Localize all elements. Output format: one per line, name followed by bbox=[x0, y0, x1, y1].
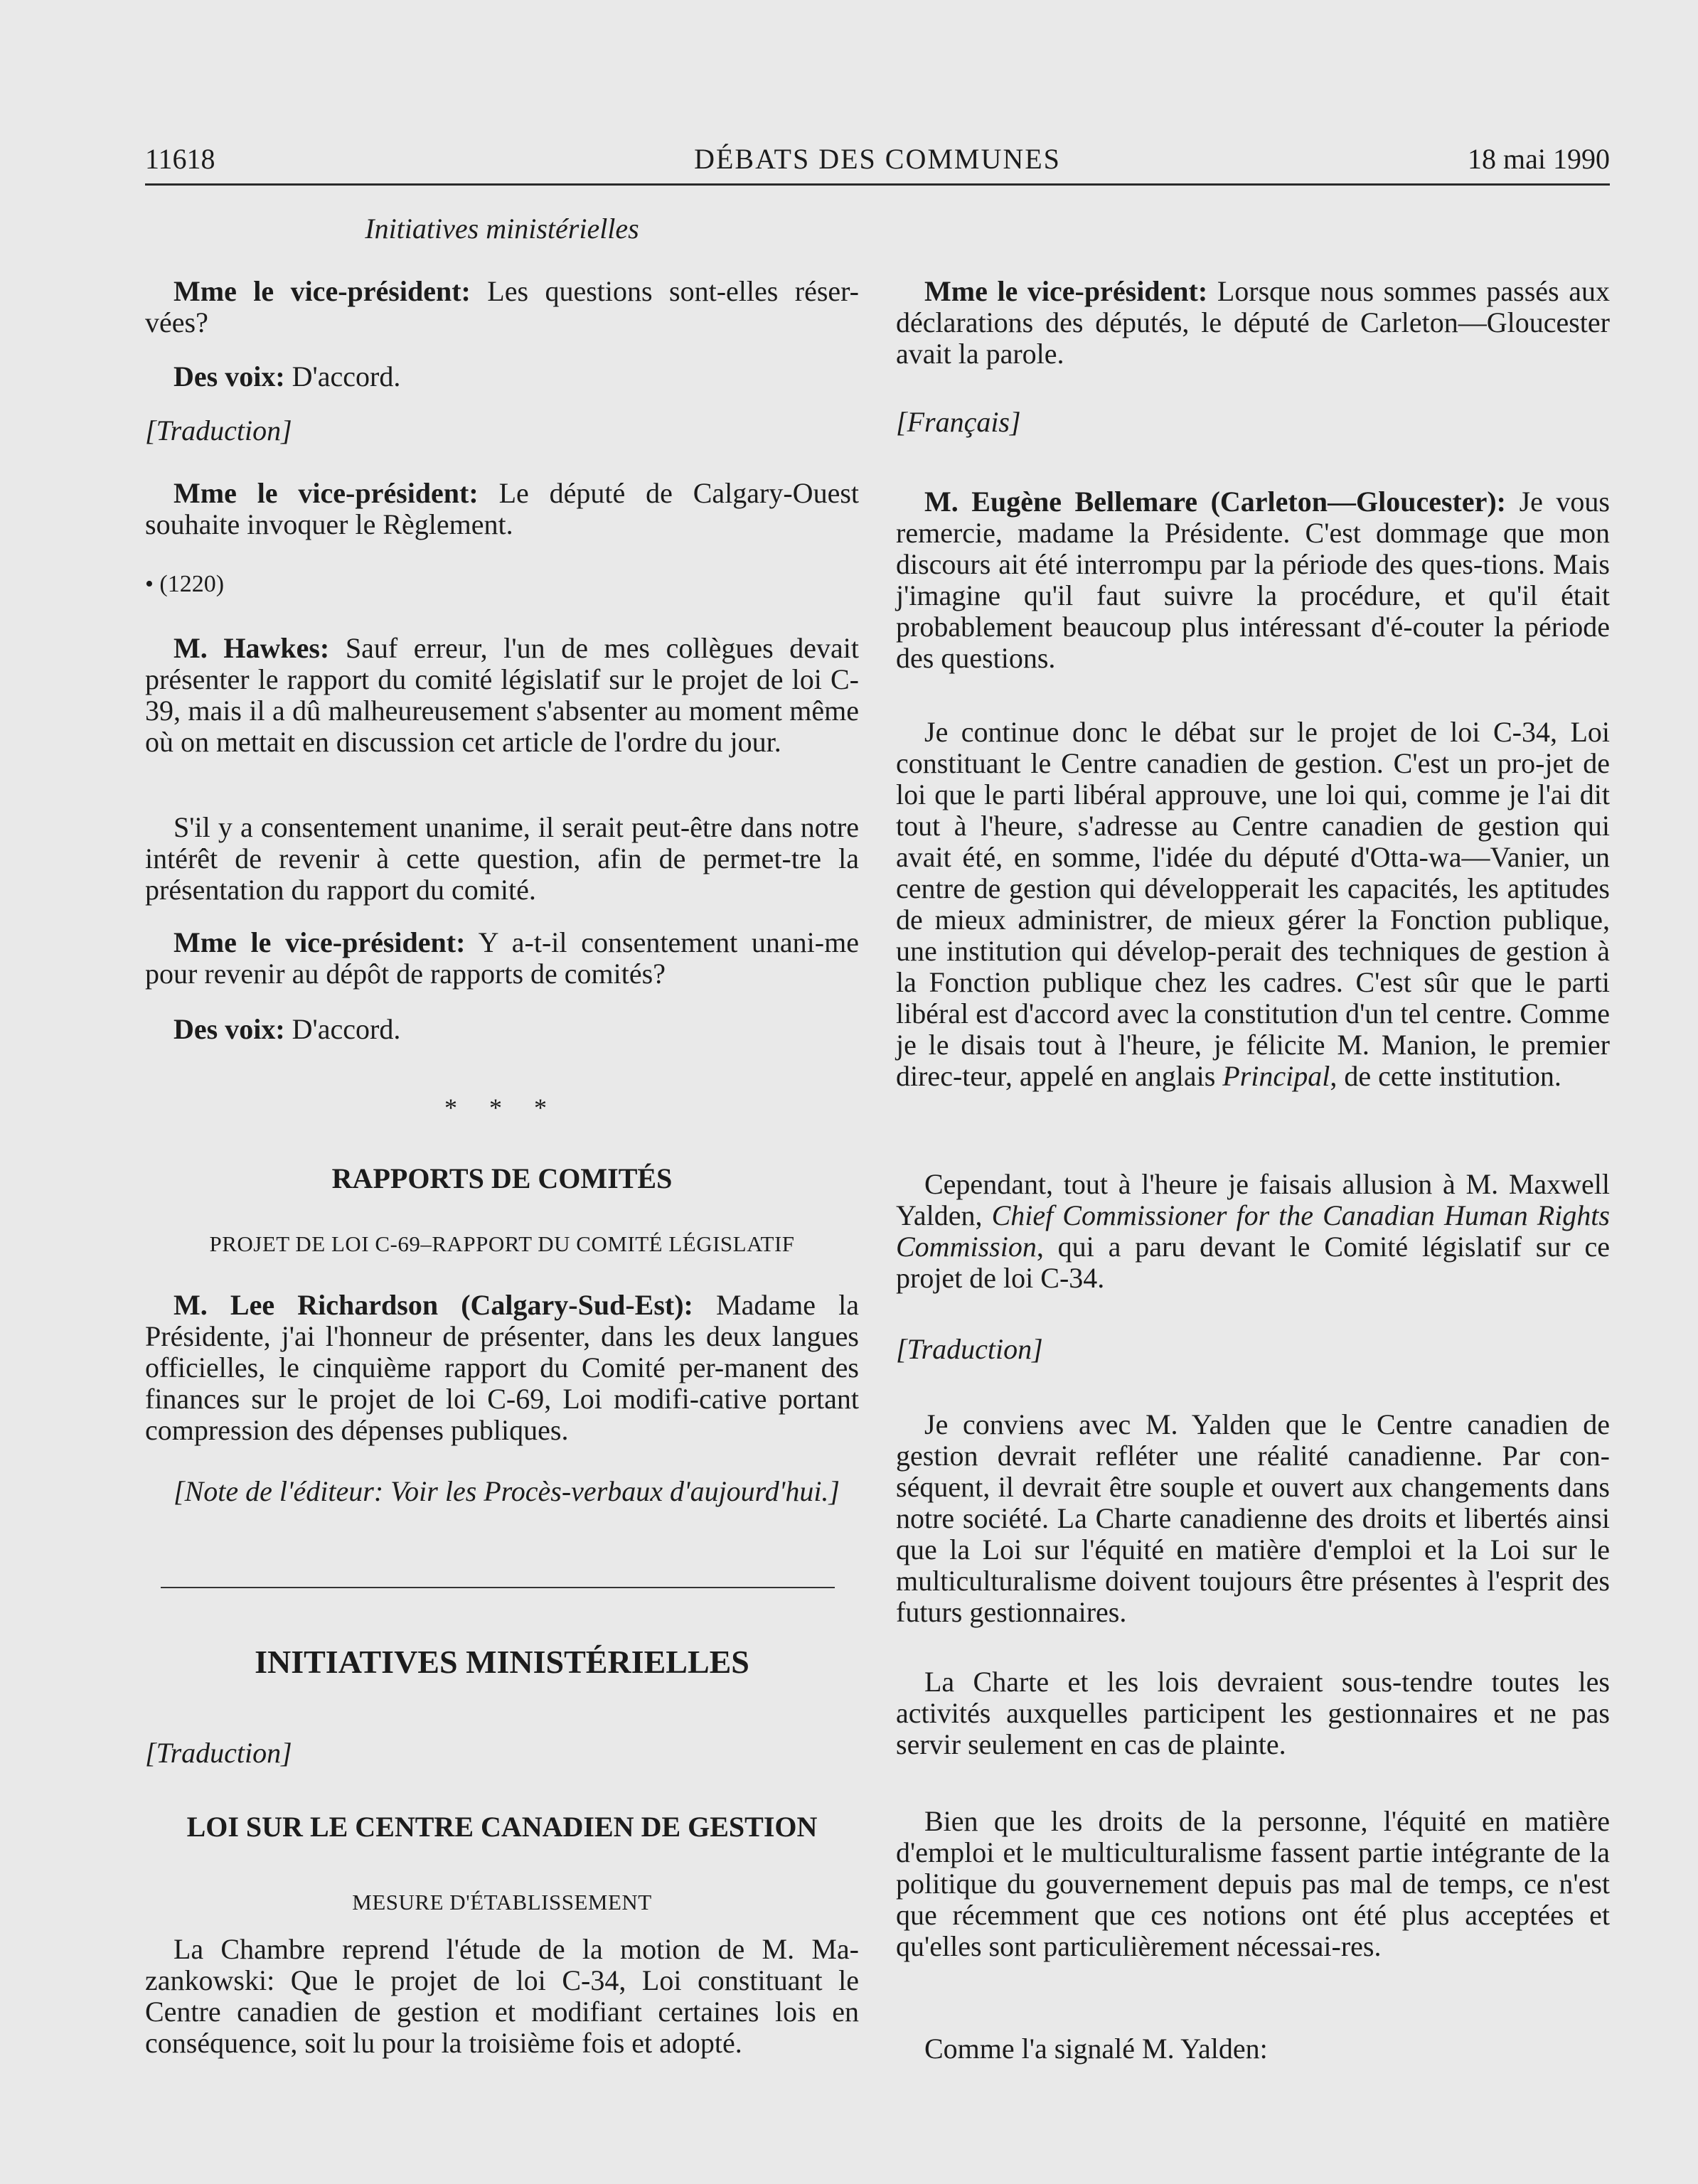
speaker: Mme le vice-président: bbox=[924, 275, 1208, 307]
translation-marker: [Traduction] bbox=[145, 1737, 292, 1769]
header-rule bbox=[145, 183, 1610, 186]
italic-term: Chief Commissioner for the Canadian Human Rights Commission bbox=[896, 1199, 1610, 1263]
speaker: Mme le vice-président: bbox=[173, 926, 466, 958]
speaker: Mme le vice-président: bbox=[173, 275, 471, 307]
editor-note: [Note de l'éditeur: Voir les Procès-verbaux d'aujourd'hui.] bbox=[173, 1475, 840, 1507]
major-heading: INITIATIVES MINISTÉRIELLES bbox=[255, 1644, 749, 1680]
speaker: Des voix: bbox=[173, 360, 285, 392]
speech-text: , qui a paru devant le Comité législatif sur ce projet de loi C-34. bbox=[896, 1231, 1610, 1294]
speaker: Mme le vice-président: bbox=[173, 477, 479, 509]
speaker: M. Eugène Bellemare (Carleton—Gloucester): bbox=[924, 486, 1507, 518]
speech-text: D'accord. bbox=[284, 360, 401, 392]
publication-title: DÉBATS DES COMMUNES bbox=[694, 143, 1061, 175]
section-heading: RAPPORTS DE COMITÉS bbox=[331, 1162, 673, 1194]
page-date: 18 mai 1990 bbox=[1468, 143, 1610, 175]
paragraph: Bien que les droits de la personne, l'équité en matière d'emploi et le multiculturalisme fassent partie intégrante de la politique du gouvernement depuis pas mal de temps, ce n'est que récemment que ces notions ont été plus acceptées et qu'elles sont particulièrement nécessai-res. bbox=[896, 1805, 1610, 1962]
paragraph bbox=[145, 478, 859, 540]
paragraph: La Chambre reprend l'étude de la motion de M. Ma-zankowski: Que le projet de loi C-34, Loi constituant le Centre canadien de gestion et modifiant certaines lois en conséquence, soit lu pour la troisième fois et adopté. bbox=[145, 1933, 859, 2059]
language-marker: [Français] bbox=[896, 406, 1021, 438]
paragraph bbox=[145, 276, 859, 338]
section-separator: * * * bbox=[444, 1093, 560, 1122]
speech-text: Le député de Calgary-Ouest souhaite invoquer le Règlement. bbox=[145, 477, 859, 540]
paragraph bbox=[145, 1014, 859, 1045]
paragraph bbox=[145, 633, 859, 758]
speaker: Des voix: bbox=[173, 1013, 285, 1045]
translation-marker: [Traduction] bbox=[896, 1333, 1043, 1365]
measure-heading: MESURE D'ÉTABLISSEMENT bbox=[352, 1890, 652, 1915]
subsection-heading: PROJET DE LOI C-69–RAPPORT DU COMITÉ LÉGISLATIF bbox=[209, 1231, 795, 1256]
translation-marker: [Traduction] bbox=[145, 414, 292, 446]
speech-text: Je continue donc le débat sur le projet de loi C-34, Loi constituant le Centre canadien de gestion. C'est un pro-jet de loi que le parti libéral approuve, une loi qui, comme je l'ai dit tout à l'heure, s'adresse au Centre canadien de gestion qui avait été, en somme, l'idée du député d'Otta-wa—Vanier, un centre de gestion qui développerait les capacités, les aptitudes de mieux administrer, de mieux gérer la Fonction publique, une institution qui dévelop-perait des techniques de gestion à la Fonction publique chez les cadres. C'est sûr que le parti libéral est d'accord avec la constitution d'un tel centre. Comme je le disais tout à l'heure, je félicite M. Manion, le premier direc-teur, appelé en anglais bbox=[896, 716, 1610, 1092]
page-number: 11618 bbox=[145, 143, 215, 175]
paragraph bbox=[145, 1290, 859, 1446]
page-header bbox=[145, 142, 1610, 182]
paragraph: La Charte et les lois devraient sous-tendre toutes les activités auxquelles participent les gestionnaires et ne pas servir seulement en cas de plainte. bbox=[896, 1666, 1610, 1760]
paragraph: S'il y a consentement unanime, il serait peut-être dans notre intérêt de revenir à cette question, afin de permet-tre la présentation du rapport du comité. bbox=[145, 811, 859, 906]
paragraph bbox=[145, 361, 859, 392]
speech-text: Sauf erreur, l'un de mes collègues devait présenter le rapport du comité législatif sur le projet de loi C-39, mais il a dû malheureusement s'absenter au moment même où on mettait en discussion cet article de l'ordre du jour. bbox=[145, 632, 859, 758]
paragraph: Je conviens avec M. Yalden que le Centre canadien de gestion devrait refléter une réalité canadienne. Par con-séquent, il devrait être souple et ouvert aux changements dans notre société. La Charte canadienne des droits et libertés ainsi que la Loi sur l'équité en matière d'emploi et la Loi sur le multiculturalisme doivent toujours être présentes à l'esprit des futurs gestionnaires. bbox=[896, 1408, 1610, 1628]
paragraph: Comme l'a signalé M. Yalden: bbox=[924, 2033, 1268, 2065]
paragraph bbox=[896, 486, 1610, 674]
speech-text: Y a-t-il consentement unani-me pour revenir au dépôt de rapports de comités? bbox=[145, 926, 859, 990]
paragraph bbox=[145, 927, 859, 990]
speaker: M. Hawkes: bbox=[173, 632, 330, 664]
bill-heading: LOI SUR LE CENTRE CANADIEN DE GESTION bbox=[186, 1811, 818, 1843]
speech-text: D'accord. bbox=[284, 1013, 401, 1045]
speaker: M. Lee Richardson (Calgary-Sud-Est): bbox=[173, 1289, 693, 1321]
section-rule bbox=[161, 1587, 835, 1588]
paragraph bbox=[896, 717, 1610, 1092]
speech-text: , de cette institution. bbox=[1330, 1060, 1561, 1092]
time-marker: • (1220) bbox=[145, 571, 225, 597]
speech-text: Je vous remercie, madame la Présidente. C'est dommage que mon discours ait été interrompu par la période des ques-tions. Mais j'imagine qu'il faut suivre la procédure, et qu'il était probablement beaucoup plus intéressant d'é-couter la période des questions. bbox=[896, 486, 1610, 674]
paragraph bbox=[896, 276, 1610, 370]
running-rubric: Initiatives ministérielles bbox=[365, 213, 639, 245]
italic-term: Principal bbox=[1222, 1060, 1330, 1092]
speech-text: Les questions sont-elles réser-vées? bbox=[145, 275, 859, 338]
speech-text: Cependant, tout à l'heure je faisais allusion à M. Maxwell Yalden, bbox=[896, 1168, 1610, 1231]
paragraph bbox=[896, 1169, 1610, 1294]
speech-text: Lorsque nous sommes passés aux déclarations des députés, le député de Carleton—Gloucester avait la parole. bbox=[896, 275, 1610, 370]
speech-text: Madame la Présidente, j'ai l'honneur de présenter, dans les deux langues officielles, le cinquième rapport du Comité per-manent des finances sur le projet de loi C-69, Loi modifi-cative portant compression des dépenses publiques. bbox=[145, 1289, 859, 1446]
